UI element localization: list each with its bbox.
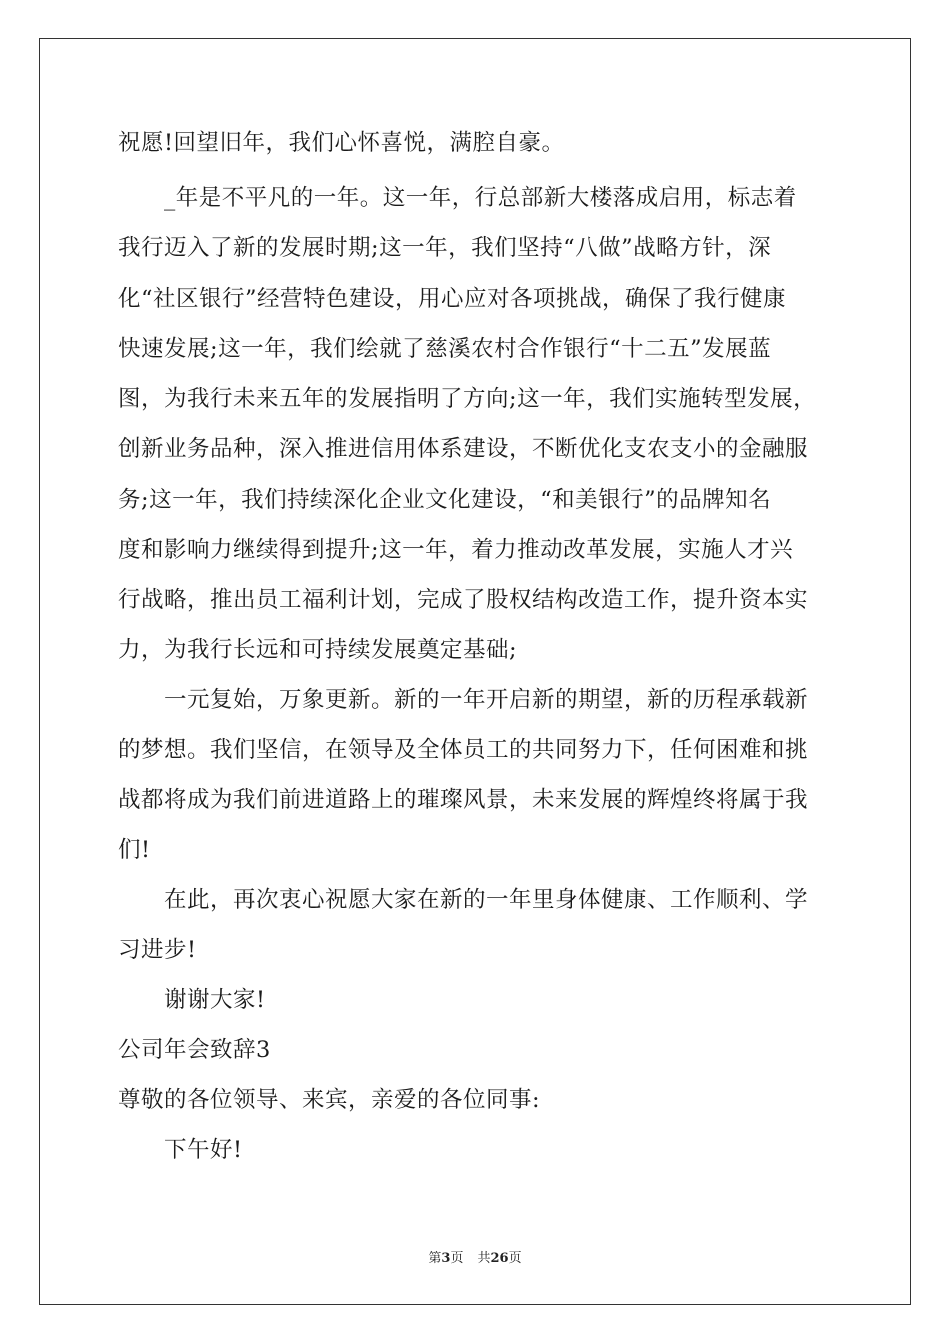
- section-heading: 公司年会致辞3: [118, 1037, 271, 1063]
- paragraph-start: 在此，再次衷心祝愿大家在新的一年里身体健康、工作顺利、学: [164, 887, 809, 913]
- page-prefix: 第: [428, 1251, 442, 1266]
- text-line: 图，为我行未来五年的发展指明了方向;这一年，我们实施转型发展，: [118, 386, 817, 412]
- text-line: 战都将成为我们前进道路上的璀璨风景，未来发展的辉煌终将属于我: [118, 787, 809, 813]
- text-line: 化“社区银行”经营特色建设，用心应对各项挑战，确保了我行健康: [118, 286, 787, 312]
- text-line: 祝愿!回望旧年，我们心怀喜悦，满腔自豪。: [118, 130, 565, 156]
- page-unit: 页: [450, 1251, 464, 1266]
- text-line: 快速发展;这一年，我们绘就了慈溪农村合作银行“十二五”发展蓝: [118, 336, 772, 362]
- text-line: 我行迈入了新的发展时期;这一年，我们坚持“八做”战略方针，深: [118, 235, 772, 261]
- page-current: 3: [441, 1251, 451, 1266]
- text-line: 行战略，推出员工福利计划，完成了股权结构改造工作，提升资本实: [118, 587, 809, 613]
- text-line: 创新业务品种，深入推进信用体系建设，不断优化支农支小的金融服: [118, 436, 809, 462]
- text-line: 度和影响力继续得到提升;这一年，着力推动改革发展，实施人才兴: [118, 537, 794, 563]
- text-line: 务;这一年，我们持续深化企业文化建设，“和美银行”的品牌知名: [118, 487, 772, 513]
- total-unit: 页: [508, 1251, 522, 1266]
- paragraph-start: 一元复始，万象更新。新的一年开启新的期望，新的历程承载新: [164, 687, 809, 713]
- text-line: 习进步!: [118, 937, 197, 963]
- text-line: 的梦想。我们坚信，在领导及全体员工的共同努力下，任何困难和挑: [118, 737, 809, 763]
- salutation: 尊敬的各位领导、来宾，亲爱的各位同事:: [118, 1087, 541, 1113]
- closing-line: 谢谢大家!: [164, 987, 266, 1013]
- paragraph-start: _年是不平凡的一年。这一年，行总部新大楼落成启用，标志着: [164, 185, 797, 211]
- page-footer: [0, 1247, 950, 1266]
- page-total: 26: [490, 1251, 509, 1266]
- total-prefix: 共: [477, 1251, 491, 1266]
- text-line: 们!: [118, 837, 151, 863]
- text-line: 力，为我行长远和可持续发展奠定基础;: [118, 637, 518, 663]
- greeting: 下午好!: [164, 1137, 243, 1163]
